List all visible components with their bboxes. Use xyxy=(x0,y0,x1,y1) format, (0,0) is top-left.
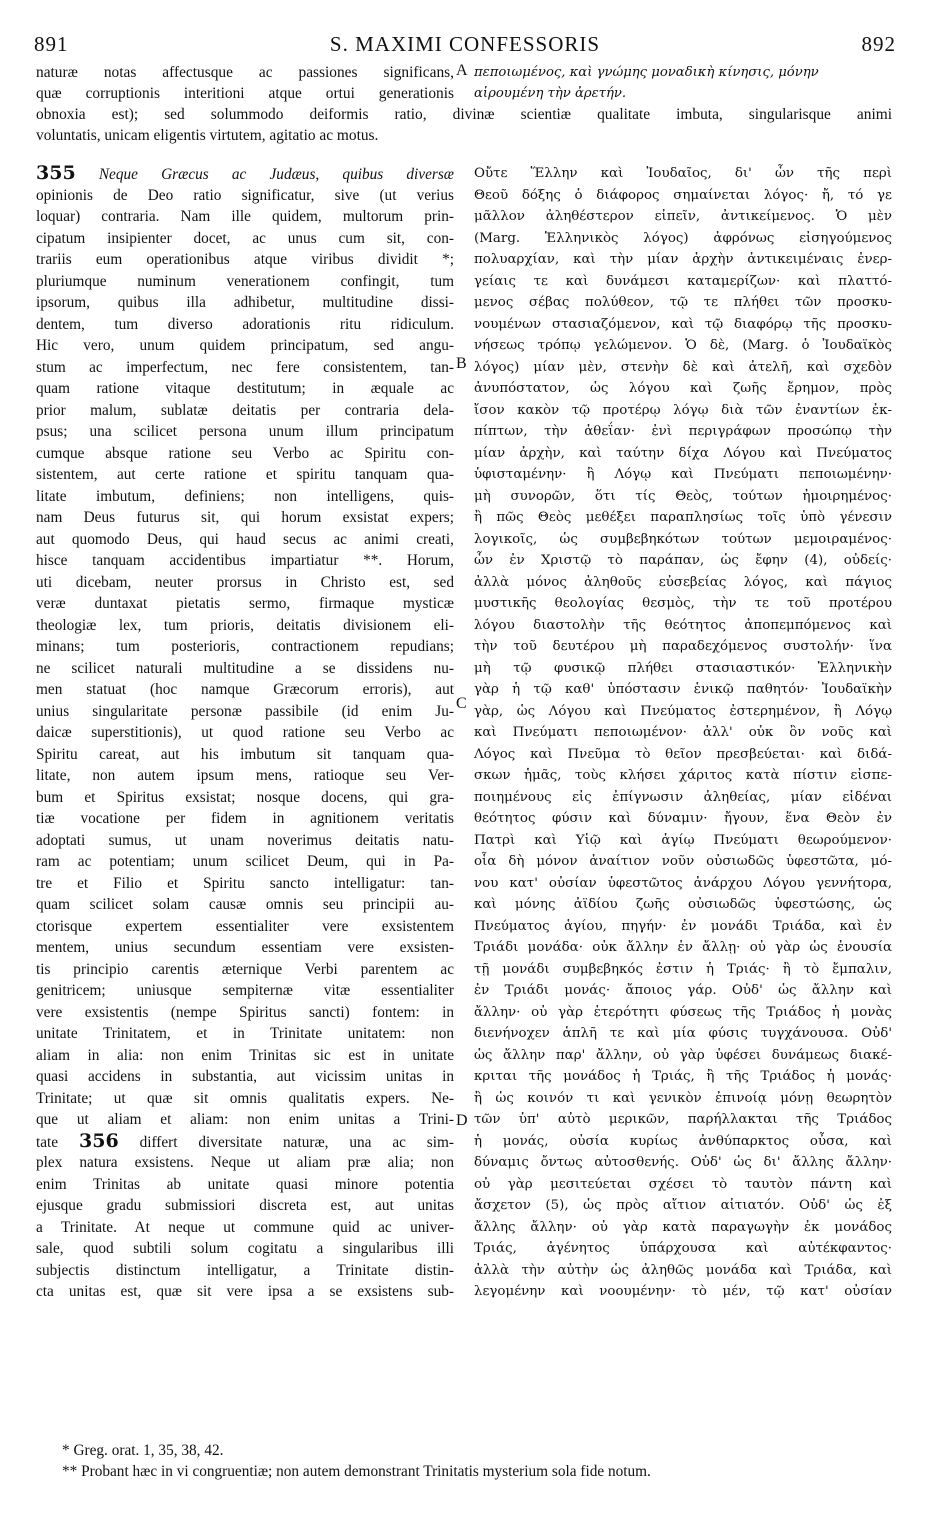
latin-line: genitricem; uniusque sempiternæ vitæ essentialiter xyxy=(36,982,454,999)
latin-line: bum et Spiritus exsistat; nosque docens, qui gra- xyxy=(36,788,454,806)
latin-line: uti dicebam, neuter prorsus in Christo est, sed xyxy=(36,573,454,591)
latin-line: tiæ vocatione per fidem in agnitionem veritatis xyxy=(36,810,454,827)
greek-line: Τριάδι μονάδα· οὐκ ἄλλην ἐν ἄλλῃ· οὐ γὰρ ὡς ἐνουσία xyxy=(474,940,892,955)
footnotes xyxy=(62,1440,892,1482)
greek-line: ἐν Τριάδι μονάς· ἄποιος γάρ. Οὐδ' ὡς ἄλλην καὶ xyxy=(474,983,892,998)
page-number-right: 892 xyxy=(861,32,896,56)
latin-line: plex natura exsistens. Neque ut aliam præ alia; non xyxy=(36,1154,454,1171)
greek-line: μίαν ἀρχὴν, καὶ ταύτην δίχα Λόγου καὶ Πνεύματος xyxy=(474,445,892,461)
greek-line: τῇ μονάδι συμβεβηκός ἐστιν ἡ Τριάς· ἢ τὸ ἔμπαλιν, xyxy=(474,961,892,977)
latin-line: vere exsistentis (nempe Spiritus sancti) fontem: in xyxy=(36,1003,454,1021)
latin-line: sistentem, aut certe ratione et spiritu tanquam qua- xyxy=(36,466,454,483)
greek-line: νήσεως τρόπῳ γελώμενον. Ὁ δὲ, (Marg. ὁ Ἰουδαϊκὸς xyxy=(474,338,892,353)
latin-line: ejusque gradu submissiori discreta est, aut unitas xyxy=(36,1197,454,1214)
greek-line: πίπτων, τὴν ἀθεΐαν· ἐνὶ περιγράφων προσώπῳ τὴν xyxy=(474,424,892,439)
latin-line: sale, quod subtili solum cogitatu a singularibus illi xyxy=(36,1240,454,1257)
top-latin-line: quæ corruptionis interitioni atque ortui generationis xyxy=(36,85,454,102)
greek-line: γὰρ ἡ τῷ καθ' ὑπόστασιν ἑνικῷ παθητόν· Ἰουδαϊκὴν xyxy=(474,682,892,697)
latin-line-356 xyxy=(36,1131,454,1153)
greek-line: ὡς ἄλλην παρ' ἄλλην, οὐ γὰρ ὑφέσει δυνάμεως διακέ- xyxy=(474,1047,892,1063)
greek-line: ὑφισταμένην· ἢ Λόγῳ καὶ Πνεύματι πεποιωμένην· xyxy=(474,467,892,482)
greek-line: καὶ Πνεύματι πεποιωμένον· ἀλλ' οὐκ ὂν νοῦς καὶ xyxy=(474,725,892,740)
latin-line-text: differt diversitate naturæ, una ac sim- xyxy=(139,1133,454,1151)
top-greek-line: πεποιωμένος, καὶ γνώμης μοναδικὴ κίνησις, μόνην xyxy=(474,65,819,80)
greek-line: λογικοῖς, ὡς συμβεβηκότων τούτων μεμοιραμένος· xyxy=(474,531,892,547)
greek-line: οὐ γὰρ μεσιτεύεται σχέσει τὸ ταυτὸν πάντη καὶ xyxy=(474,1176,892,1192)
greek-line: ποιημένους εἰς ἐπίγνωσιν ἀληθείας, μίαν εἰδέναι xyxy=(474,789,892,805)
latin-line: opinionis de Deo ratio significatur, sive (ut verius xyxy=(36,186,454,204)
greek-line: λόγος) μίαν μὲν, στενὴν δὲ καὶ ἀτελῆ, καὶ σχεδὸν xyxy=(474,359,892,375)
latin-line: veræ duntaxat pietatis sermo, firmaque mysticæ xyxy=(36,595,454,612)
latin-lines-after xyxy=(36,1152,454,1303)
latin-line: tre et Filio et Spiritu sancto intelligatur: tan- xyxy=(36,874,454,892)
greek-line: Πατρὶ καὶ Υἱῷ καὶ ἁγίῳ Πνεύματι θεωρούμενον· xyxy=(474,832,892,848)
latin-line: que ut aliam et aliam: non enim unitas a Trini- xyxy=(36,1111,454,1128)
top-latin-line: naturæ notas affectusque ac passiones significans, xyxy=(36,64,454,81)
greek-line: μὴ τῷ φυσικῷ πλήθει στασιαστικόν· Ἑλληνικὴν xyxy=(474,660,892,676)
latin-line: subjectis distinctum intelligatur, a Trinitate distin- xyxy=(36,1261,454,1279)
latin-line: ipsorum, quibus illa adhibetur, multitudine dissi- xyxy=(36,294,454,311)
greek-line: (Marg. Ἑλληνικὸς λόγος) ἀφρόνως εἰσηγούμενος xyxy=(474,230,892,246)
top-greek-line: αἱρουμένη τὴν ἀρετήν. xyxy=(474,86,627,101)
footnote: * Greg. orat. 1, 35, 38, 42. xyxy=(62,1442,224,1459)
latin-line: enim Trinitas ab unitate quasi minore potentia xyxy=(36,1175,454,1193)
latin-line: ctorisque expertem essentialiter vere exsistentem xyxy=(36,917,454,935)
latin-lines xyxy=(36,185,454,1131)
greek-line: ἴσον κακὸν τῷ προτέρῳ λόγῳ διὰ τῶν ἐναντίων ἐκ- xyxy=(474,402,892,418)
greek-line: ἀλλὰ τὴν αὐτὴν ὡς ἀληθῶς μονάδα καὶ Τριάδα, καὶ xyxy=(474,1262,892,1278)
top-full-line: obnoxia est); sed solummodo deiformis ratio, divinæ scientiæ qualitate imbuta, singularisque animi xyxy=(36,106,892,123)
greek-line: τῶν ὑπ' αὐτὸ μερικῶν, παρήλλακται τῆς Τριάδος xyxy=(474,1112,892,1127)
greek-line: διενήνοχεν ἁπλῆ τε καὶ μία φύσις τυγχάνουσα. Οὐδ' xyxy=(474,1026,892,1041)
top-split-line xyxy=(36,83,892,104)
greek-line: δύναμις ὄντως αὐτοσθενής. Οὐδ' ὡς δι' ἄλλης ἄλλην· xyxy=(474,1155,892,1170)
greek-line: ὧν ἐν Χριστῷ τὸ παράπαν, ὡς ἔφην (4), οὐδείς· xyxy=(474,553,892,568)
latin-line: cumque absque ratione seu Verbo ac Spiritu con- xyxy=(36,444,454,462)
greek-line: μενος σέβας πολύθεον, τῷ τε πλήθει τῶν προσκυ- xyxy=(474,295,892,310)
latin-line: unitate Trinitatem, et in Trinitate unitatem: non xyxy=(36,1025,454,1042)
latin-line: daicæ superstitionis), ut quod ratione seu Verbo ac xyxy=(36,724,454,741)
latin-line: men statuat (hoc namque Græcorum erroris), aut xyxy=(36,681,454,698)
greek-line: ἢ ὡς κοινόν τι καὶ γενικὸν ἐπινοίᾳ μόνῃ θεωρητὸν xyxy=(474,1090,892,1106)
latin-line: hisce tanquam accidentibus impartiatur **. Horum, xyxy=(36,552,454,569)
greek-line: Οὔτε Ἕλλην καὶ Ἰουδαῖος, δι' ὧν τῆς περὶ xyxy=(474,166,892,181)
latin-line: trariis eum operationibus atque viribus dividit *; xyxy=(36,251,454,268)
latin-line: loquar) contraria. Nam ille quidem, multorum prin- xyxy=(36,208,454,225)
greek-line: Θεοῦ δόξης ὁ διάφορος σημαίνεται λόγος· ἤ, τό γε xyxy=(474,187,892,203)
latin-line-text: Neque Græcus ac Judæus, quibus diversæ xyxy=(98,166,454,183)
margin-letter-a: A xyxy=(456,62,468,79)
page-number-left: 891 xyxy=(34,32,69,56)
latin-first-line xyxy=(36,163,454,185)
greek-line: μυστικῆς θεολογίας θεσμὸς, τὴν τε τοῦ προτέρου xyxy=(474,596,892,611)
latin-line: psus; una scilicet persona unum illum principatum xyxy=(36,423,454,440)
greek-line: λεγομένην καὶ νοουμένην· τὸ μέν, τῷ κατ' οὐσίαν xyxy=(474,1284,892,1299)
latin-line: Hic vero, unum quidem principatum, sed angu- xyxy=(36,337,454,354)
greek-line: νουμένων στασιαζόμενον, καὶ τῷ διαφόρῳ τῆς προσκυ- xyxy=(474,316,892,332)
greek-line: γὰρ, ὡς Λόγου καὶ Πνεύματος ἐστερημένον, ἢ Λόγῳ xyxy=(474,703,892,719)
latin-line: unius singularitate personæ passibile (id enim Ju- xyxy=(36,702,454,720)
latin-line: prior malum, sublatæ deitatis per contraria dela- xyxy=(36,401,454,419)
latin-line: cta unitas est, quæ sit vere ipsa a se exsistens sub- xyxy=(36,1283,454,1300)
latin-line: litate, non autem ipsum mens, ratioque seu Ver- xyxy=(36,767,454,784)
greek-line: κριται τῆς μονάδος ἡ Τριάς, ἢ τῆς Τριάδος ἡ μονάς· xyxy=(474,1069,892,1084)
greek-line: σκων ἡμᾶς, τοὺς κλήσει χάριτος κατὰ πίστιν εἰσπε- xyxy=(474,768,892,783)
greek-line: νου κατ' οὐσίαν ὑφεστῶτος ἀνάρχου Λόγου γεννήτορα, xyxy=(474,875,892,891)
latin-line: theologiæ lex, tum prioris, deitatis divisionem eli- xyxy=(36,616,454,634)
top-full-line: voluntatis, unicam eligentis virtutem, agitatio ac motus. xyxy=(36,127,379,144)
latin-line: Trinitate; ut quæ sit omnis qualitatis expers. Ne- xyxy=(36,1089,454,1107)
greek-line: θεότητος φύσιν καὶ δύναμιν· ἤγουν, ἕνα Θεὸν ἐν xyxy=(474,811,892,826)
margin-letter-d: D xyxy=(456,1112,468,1129)
greek-line: ἡ μονάς, οὐσία κυρίως ἀνθύπαρκτος οὖσα, καὶ xyxy=(474,1133,892,1149)
latin-line-text: tate xyxy=(36,1133,59,1151)
greek-line: ἀλλὰ μόνος ἀληθοῦς εὐσεβείας λόγος, καὶ πάγιος xyxy=(474,574,892,590)
greek-line: Πνεύματος ἁγίου, πηγήν· ἐν μονάδι Τριάδα, καὶ ἐν xyxy=(474,918,892,934)
latin-line: pluriumque numinum venerationem confingit, tum xyxy=(36,272,454,290)
greek-line: γείαις τε καὶ δυνάμεσι καταμερίζων· καὶ πλαττό- xyxy=(474,273,892,289)
greek-line: καὶ μόνης ἀϊδίου ζωῆς οὐσιωδῶς ὑφεστώσης, ὡς xyxy=(474,897,892,912)
latin-line: nam Deus futurus sit, qui horum exsistat expers; xyxy=(36,509,454,526)
greek-line: μᾶλλον ἀληθέστερον εἰπεῖν, ἀντικείμενος. Ὁ μὲν xyxy=(474,209,892,224)
greek-line: ἄλλης ἄλλην· οὐ γὰρ κατὰ παραγωγὴν ἐκ μονάδος xyxy=(474,1219,892,1235)
greek-lines xyxy=(474,163,892,1303)
section-number-356: 356 xyxy=(79,1130,119,1152)
latin-line: quam scilicet solam causæ omnis seu principii au- xyxy=(36,896,454,913)
latin-line: dentem, tum diverso adorationis ritu ridiculum. xyxy=(36,315,454,333)
latin-line: tis principio carentis æternique Verbi parentem ac xyxy=(36,960,454,978)
latin-line: quasi accidens in substantia, aut vicissim unitas in xyxy=(36,1068,454,1085)
greek-line: λόγου διαστολὴν τῆς θεότητος ἀποπεμπόμενος καὶ xyxy=(474,617,892,633)
latin-line: ram ac potentiam; unum scilicet Deum, qui in Pa- xyxy=(36,853,454,870)
greek-line: Λόγος καὶ Πνεῦμα τὸ θεῖον πρεσβεύεται· καὶ διδά- xyxy=(474,746,892,762)
latin-line: ne scilicet naturali multitudine a se dissidens nu- xyxy=(36,659,454,677)
greek-line: Τριάς, ἀγένητος ὑπάρχουσα καὶ αὐτέκφαντος· xyxy=(474,1241,892,1256)
latin-column xyxy=(36,163,454,1303)
section-number-355: 355 xyxy=(36,163,76,184)
margin-letter-b: B xyxy=(456,355,467,372)
latin-line: aut quomodo Deus, qui haud secus ac animi creati, xyxy=(36,530,454,548)
greek-line: πολυαρχίαν, καὶ τὴν μίαν ἀρχὴν ἀντικειμέναις ἐνερ- xyxy=(474,252,892,267)
greek-line: ἄσχετον (5), ὡς πρὸς αἴτιον αἰτιατόν. Οὐδ' ὡς ἐξ xyxy=(474,1198,892,1213)
latin-line: a Trinitate. At neque ut commune quid ac univer- xyxy=(36,1218,454,1236)
running-title: S. MAXIMI CONFESSORIS xyxy=(329,32,601,56)
greek-line: τὴν τοῦ δευτέρου μὴ παραδεχόμενος συστολήν· ἵνα xyxy=(474,639,892,654)
latin-line: litate imbutum, definiens; non intelligens, quis- xyxy=(36,487,454,505)
latin-line: mentem, unius secundum essentiam vere exsisten- xyxy=(36,939,454,956)
greek-line: ἢ πῶς Θεὸς μεθέξει παραπλησίως τοῖς ὑπὸ γένεσιν xyxy=(474,510,892,525)
latin-line: Spiritu careat, aut his imbutum sit tanquam qua- xyxy=(36,745,454,763)
latin-line: minans; tum posterioris, contractionem repudians; xyxy=(36,638,454,655)
greek-line: οἷα δὴ μόνον ἀναίτιον νοῦν οὐσιωδῶς ὑφεστῶτα, μό- xyxy=(474,854,892,869)
greek-column xyxy=(474,163,892,1303)
latin-line: cipatum insipienter docet, ac unus cum sit, con- xyxy=(36,229,454,247)
latin-line: stum ac imperfectum, nec fere consistentem, tan- xyxy=(36,358,454,376)
latin-line: aliam in alia: non enim Trinitas sic est in unitate xyxy=(36,1046,454,1064)
greek-line: ἀνυπόστατον, ὡς λόγου καὶ ζωῆς ἔρημον, πρὸς xyxy=(474,381,892,396)
page-header xyxy=(34,32,896,62)
latin-line: quam ratione vitaque destitutum; in æquale ac xyxy=(36,380,454,397)
greek-line: μὴ συνορῶν, ὅτι τίς Θεὸς, τούτων ἠμοιρημένος· xyxy=(474,488,892,504)
greek-line: ἄλλην· οὐ γὰρ ἑτερότητι φύσεως τῆς Τριάδος ἡ μονὰς xyxy=(474,1004,892,1020)
latin-line: adoptati sumus, ut unam noverimus deitatis natu- xyxy=(36,831,454,849)
margin-letter-c: C xyxy=(456,695,467,712)
footnote: ** Probant hæc in vi congruentiæ; non autem demonstrant Trinitatis mysterium sola fide notum. xyxy=(62,1463,651,1480)
